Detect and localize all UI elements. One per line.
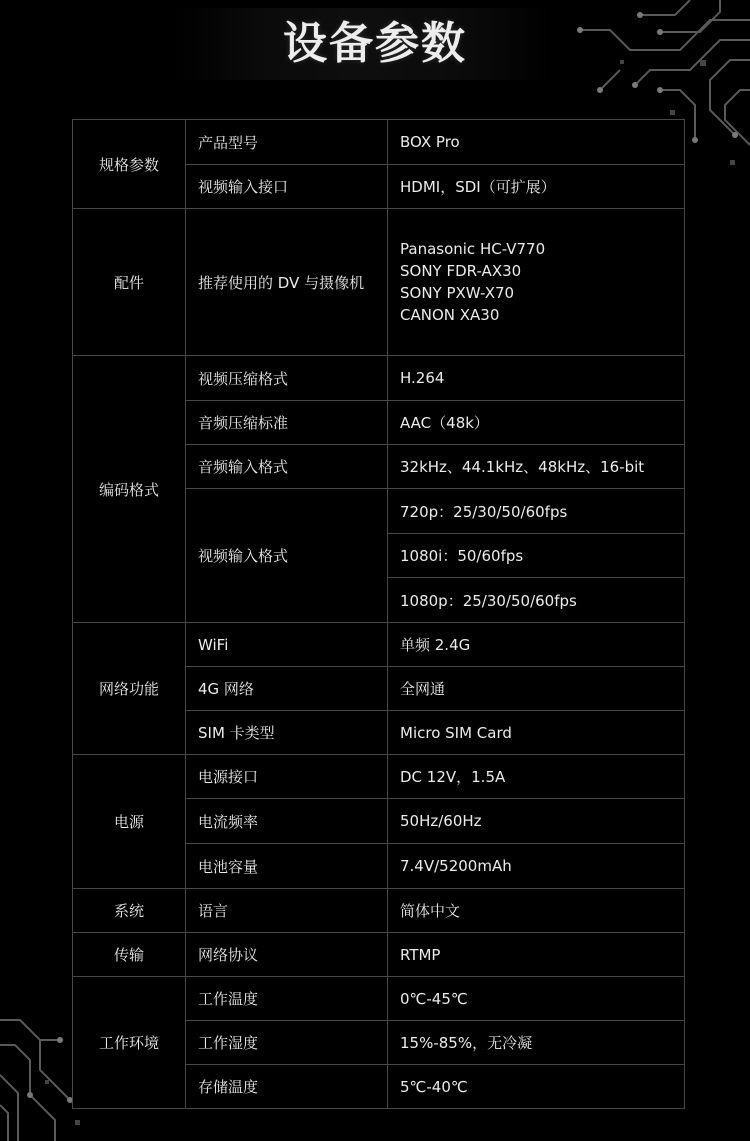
table-row <box>73 755 685 799</box>
table-row <box>73 889 685 933</box>
page-title: 设备参数 <box>283 18 467 69</box>
value-cell: 15%-85%，无冷凝 <box>388 1021 685 1065</box>
category-cell: 配件 <box>73 209 186 356</box>
table-row <box>73 120 685 165</box>
category-cell: 工作环境 <box>73 977 186 1109</box>
param-cell: 网络协议 <box>186 933 388 977</box>
value-cell: AAC（48k） <box>388 401 685 445</box>
table-row <box>73 356 685 401</box>
param-cell: 电源接口 <box>186 755 388 799</box>
value-cell: BOX Pro <box>388 120 685 165</box>
table-row <box>73 977 685 1021</box>
value-cell: 1080p：25/30/50/60fps <box>388 578 685 623</box>
value-cell: 720p：25/30/50/60fps <box>388 489 685 534</box>
param-cell: 音频压缩标准 <box>186 401 388 445</box>
category-cell: 电源 <box>73 755 186 889</box>
param-cell: 视频输入格式 <box>186 489 388 623</box>
param-cell: 4G 网络 <box>186 667 388 711</box>
camera-model: SONY PXW-X70 <box>400 284 515 302</box>
value-cell <box>388 209 685 356</box>
param-cell: 视频压缩格式 <box>186 356 388 401</box>
param-cell: 存储温度 <box>186 1065 388 1109</box>
param-cell: SIM 卡类型 <box>186 711 388 755</box>
category-cell: 系统 <box>73 889 186 933</box>
spec-table <box>72 119 685 1109</box>
value-cell: Micro SIM Card <box>388 711 685 755</box>
table-row <box>73 623 685 667</box>
value-cell: 单频 2.4G <box>388 623 685 667</box>
value-cell: 7.4V/5200mAh <box>388 844 685 889</box>
param-cell: 音频输入格式 <box>186 445 388 489</box>
category-cell: 编码格式 <box>73 356 186 623</box>
camera-model: SONY FDR-AX30 <box>400 262 522 280</box>
param-cell: 语言 <box>186 889 388 933</box>
category-cell: 规格参数 <box>73 120 186 209</box>
param-cell: 电池容量 <box>186 844 388 889</box>
value-cell: RTMP <box>388 933 685 977</box>
value-cell: H.264 <box>388 356 685 401</box>
param-cell: 推荐使用的 DV 与摄像机 <box>186 209 388 356</box>
camera-model: CANON XA30 <box>400 306 500 324</box>
value-cell: 5℃-40℃ <box>388 1065 685 1109</box>
category-cell: 传输 <box>73 933 186 977</box>
param-cell: 工作湿度 <box>186 1021 388 1065</box>
param-cell: 工作温度 <box>186 977 388 1021</box>
value-cell: 简体中文 <box>388 889 685 933</box>
category-cell: 网络功能 <box>73 623 186 755</box>
param-cell: 视频输入接口 <box>186 165 388 209</box>
value-cell: 全网通 <box>388 667 685 711</box>
value-cell: 1080i：50/60fps <box>388 534 685 578</box>
param-cell: 产品型号 <box>186 120 388 165</box>
param-cell: WiFi <box>186 623 388 667</box>
table-row <box>73 209 685 356</box>
value-cell: 32kHz、44.1kHz、48kHz、16-bit <box>388 445 685 489</box>
camera-model: Panasonic HC-V770 <box>400 240 546 258</box>
table-row <box>73 933 685 977</box>
param-cell: 电流频率 <box>186 799 388 844</box>
value-cell: 0℃-45℃ <box>388 977 685 1021</box>
value-cell: HDMI，SDI（可扩展） <box>388 165 685 209</box>
value-cell: DC 12V，1.5A <box>388 755 685 799</box>
value-cell: 50Hz/60Hz <box>388 799 685 844</box>
